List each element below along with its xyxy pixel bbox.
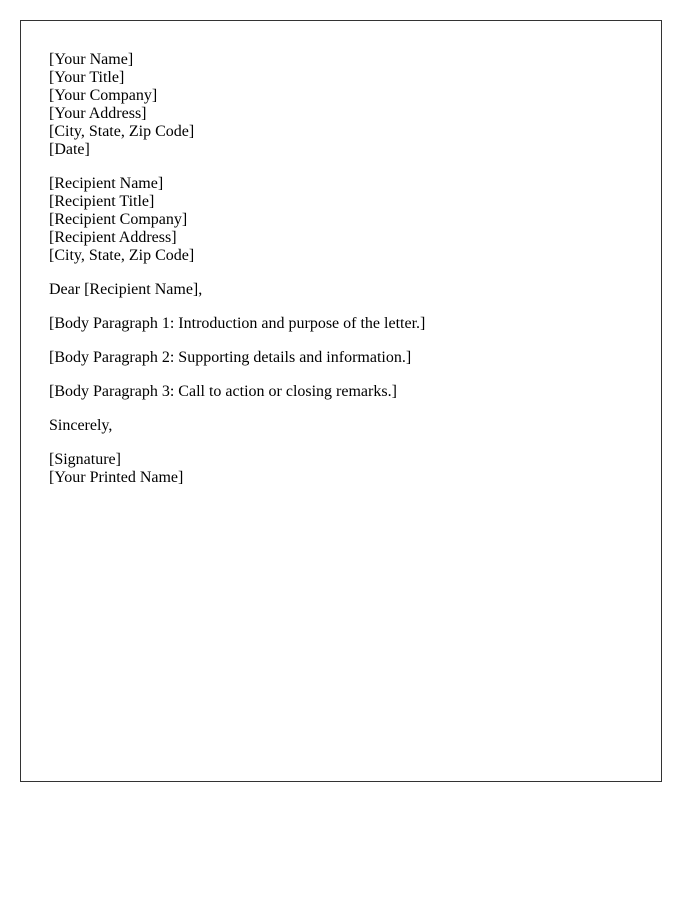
letter-date: [Date]: [49, 141, 90, 158]
closing: Sincerely,: [49, 417, 113, 434]
sender-name: [Your Name]: [49, 51, 134, 68]
sender-company: [Your Company]: [49, 87, 158, 104]
letter-content: [49, 51, 633, 503]
body-paragraph-2: [Body Paragraph 2: Supporting details and information.]: [49, 349, 412, 366]
signature: [Signature]: [49, 451, 121, 468]
letter-page: [20, 20, 662, 782]
recipient-company: [Recipient Company]: [49, 211, 188, 228]
recipient-address: [Recipient Address]: [49, 229, 177, 246]
printed-name: [Your Printed Name]: [49, 469, 184, 486]
body-paragraph-1: [Body Paragraph 1: Introduction and purpose of the letter.]: [49, 315, 426, 332]
signature-block: [49, 451, 633, 487]
sender-title: [Your Title]: [49, 69, 125, 86]
body-paragraph-3: [Body Paragraph 3: Call to action or closing remarks.]: [49, 383, 397, 400]
recipient-name: [Recipient Name]: [49, 175, 164, 192]
sender-address: [Your Address]: [49, 105, 147, 122]
recipient-title: [Recipient Title]: [49, 193, 155, 210]
recipient-city-state-zip: [City, State, Zip Code]: [49, 247, 195, 264]
salutation: Dear [Recipient Name],: [49, 281, 203, 298]
sender-city-state-zip: [City, State, Zip Code]: [49, 123, 195, 140]
sender-block: [49, 51, 633, 159]
recipient-block: [49, 175, 633, 265]
